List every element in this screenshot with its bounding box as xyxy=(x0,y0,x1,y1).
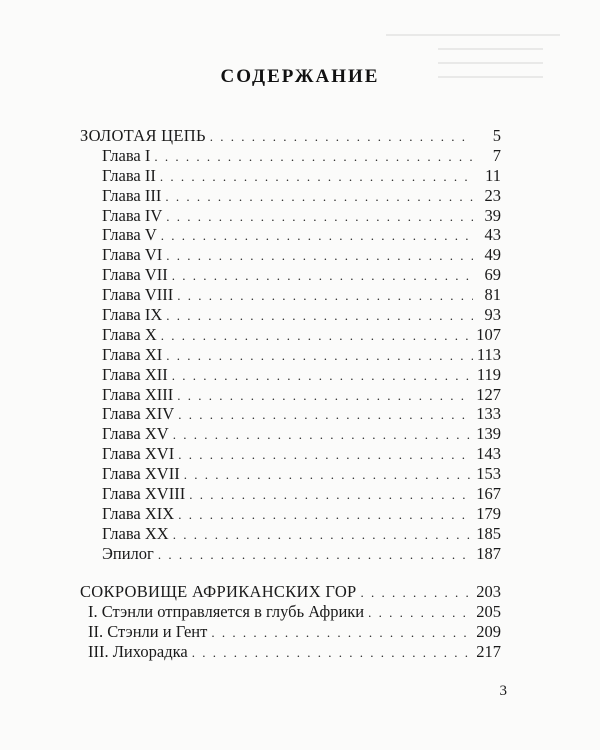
leader-dots xyxy=(166,346,473,366)
chapter-page: 179 xyxy=(476,503,501,523)
chapter-page: 11 xyxy=(485,165,501,185)
chapter-page: 23 xyxy=(484,185,501,205)
chapter-page: 7 xyxy=(492,145,501,165)
leader-dots xyxy=(161,326,472,346)
chapter-page: 119 xyxy=(476,364,501,384)
toc-chapter-entry[interactable] xyxy=(80,305,501,325)
toc-chapter-entry[interactable] xyxy=(80,444,501,464)
chapter-label: Глава VII xyxy=(102,265,168,285)
chapter-label: Глава XX xyxy=(102,523,169,543)
toc-chapter-entry[interactable] xyxy=(80,524,501,544)
chapter-label: Глава XIII xyxy=(102,384,174,404)
chapter-label: Глава I xyxy=(102,145,151,165)
chapter-page: 81 xyxy=(484,285,501,305)
toc-chapter-entry[interactable] xyxy=(80,345,501,365)
chapter-page: 43 xyxy=(484,225,501,245)
toc-chapter-entry[interactable] xyxy=(80,464,501,484)
chapter-page: 39 xyxy=(484,205,501,225)
leader-dots xyxy=(158,545,472,565)
toc-chapter-entry[interactable] xyxy=(80,285,501,305)
chapter-label: I. Стэнли отправляется в глубь Африки xyxy=(88,601,365,621)
chapter-page: 107 xyxy=(476,324,501,344)
leader-dots xyxy=(154,147,473,167)
chapter-label: II. Стэнли и Гент xyxy=(88,621,208,641)
leader-dots xyxy=(210,127,473,147)
toc-chapter-entry[interactable] xyxy=(80,166,501,186)
chapter-label: Глава XVII xyxy=(102,464,180,484)
chapter-label: Глава II xyxy=(102,165,156,185)
chapter-label: Глава V xyxy=(102,225,157,245)
part-title: СОКРОВИЩЕ АФРИКАНСКИХ ГОР xyxy=(80,582,357,601)
leader-dots xyxy=(165,187,473,207)
toc-section-2 xyxy=(80,582,501,662)
leader-dots xyxy=(166,207,473,227)
leader-dots xyxy=(189,485,472,505)
chapter-page: 139 xyxy=(476,424,501,444)
chapter-label: Глава IV xyxy=(102,205,163,225)
chapter-label: Глава X xyxy=(102,324,157,344)
toc-chapter-entry[interactable] xyxy=(80,504,501,524)
leader-dots xyxy=(178,505,472,525)
chapter-label: Глава XI xyxy=(102,344,163,364)
toc-chapter-entry[interactable] xyxy=(80,225,501,245)
chapter-page: 209 xyxy=(476,621,501,641)
toc-chapter-entry[interactable] xyxy=(80,265,501,285)
chapter-page: 113 xyxy=(476,344,501,364)
chapter-label: Глава VIII xyxy=(102,285,174,305)
chapter-label: Глава IX xyxy=(102,305,163,325)
chapter-page: 187 xyxy=(476,543,501,563)
toc-chapter-entry[interactable] xyxy=(80,544,501,564)
leader-dots xyxy=(177,386,472,406)
toc-chapter-entry[interactable] xyxy=(80,484,501,504)
leader-dots xyxy=(192,643,473,663)
toc-chapter-entry[interactable] xyxy=(80,385,501,405)
chapter-page: 217 xyxy=(476,641,501,661)
chapter-label: III. Лихорадка xyxy=(88,641,188,661)
part-page: 203 xyxy=(476,582,501,601)
chapter-page: 153 xyxy=(476,464,501,484)
chapter-label: Глава XV xyxy=(102,424,169,444)
toc-chapter-entry[interactable] xyxy=(80,622,501,642)
chapter-label: Глава III xyxy=(102,185,162,205)
chapter-label: Глава XVIII xyxy=(102,484,186,504)
chapter-label: Глава XVI xyxy=(102,444,175,464)
leader-dots xyxy=(178,445,472,465)
part-page: 5 xyxy=(492,126,501,145)
toc-part-entry[interactable] xyxy=(80,126,501,146)
chapter-page: 127 xyxy=(476,384,501,404)
chapter-label: Глава XII xyxy=(102,364,168,384)
toc-chapter-entry[interactable] xyxy=(80,186,501,206)
chapter-label: Глава XIX xyxy=(102,503,175,523)
leader-dots xyxy=(166,306,473,326)
chapter-page: 93 xyxy=(484,305,501,325)
chapter-label: Глава XIV xyxy=(102,404,175,424)
toc-chapter-entry[interactable] xyxy=(80,325,501,345)
leader-dots xyxy=(173,525,473,545)
leader-dots xyxy=(161,226,473,246)
leader-dots xyxy=(361,583,473,603)
chapter-page: 167 xyxy=(476,484,501,504)
chapter-page: 185 xyxy=(476,523,501,543)
leader-dots xyxy=(177,286,473,306)
toc-chapter-entry[interactable] xyxy=(80,146,501,166)
toc-part-entry[interactable] xyxy=(80,582,501,602)
chapter-label: Глава VI xyxy=(102,245,163,265)
toc-chapter-entry[interactable] xyxy=(80,404,501,424)
chapter-label: Эпилог xyxy=(102,543,154,563)
chapter-page: 205 xyxy=(476,601,501,621)
toc-chapter-entry[interactable] xyxy=(80,206,501,226)
chapter-page: 143 xyxy=(476,444,501,464)
toc-chapter-entry[interactable] xyxy=(80,424,501,444)
toc-section-1 xyxy=(80,126,501,564)
toc-chapter-entry[interactable] xyxy=(80,365,501,385)
chapter-page: 69 xyxy=(484,265,501,285)
toc-chapter-entry[interactable] xyxy=(80,642,501,662)
leader-dots xyxy=(172,366,473,386)
leader-dots xyxy=(368,603,472,623)
leader-dots xyxy=(211,623,472,643)
chapter-page: 133 xyxy=(476,404,501,424)
leader-dots xyxy=(172,266,473,286)
part-title: ЗОЛОТАЯ ЦЕПЬ xyxy=(80,126,206,145)
leader-dots xyxy=(160,167,473,187)
leader-dots xyxy=(178,405,472,425)
leader-dots xyxy=(166,246,473,266)
page-number: 3 xyxy=(499,683,507,699)
leader-dots xyxy=(184,465,473,485)
leader-dots xyxy=(173,425,473,445)
toc-chapter-entry[interactable] xyxy=(80,245,501,265)
toc-chapter-entry[interactable] xyxy=(80,602,501,622)
chapter-page: 49 xyxy=(484,245,501,265)
page-title: СОДЕРЖАНИЕ xyxy=(220,66,380,87)
